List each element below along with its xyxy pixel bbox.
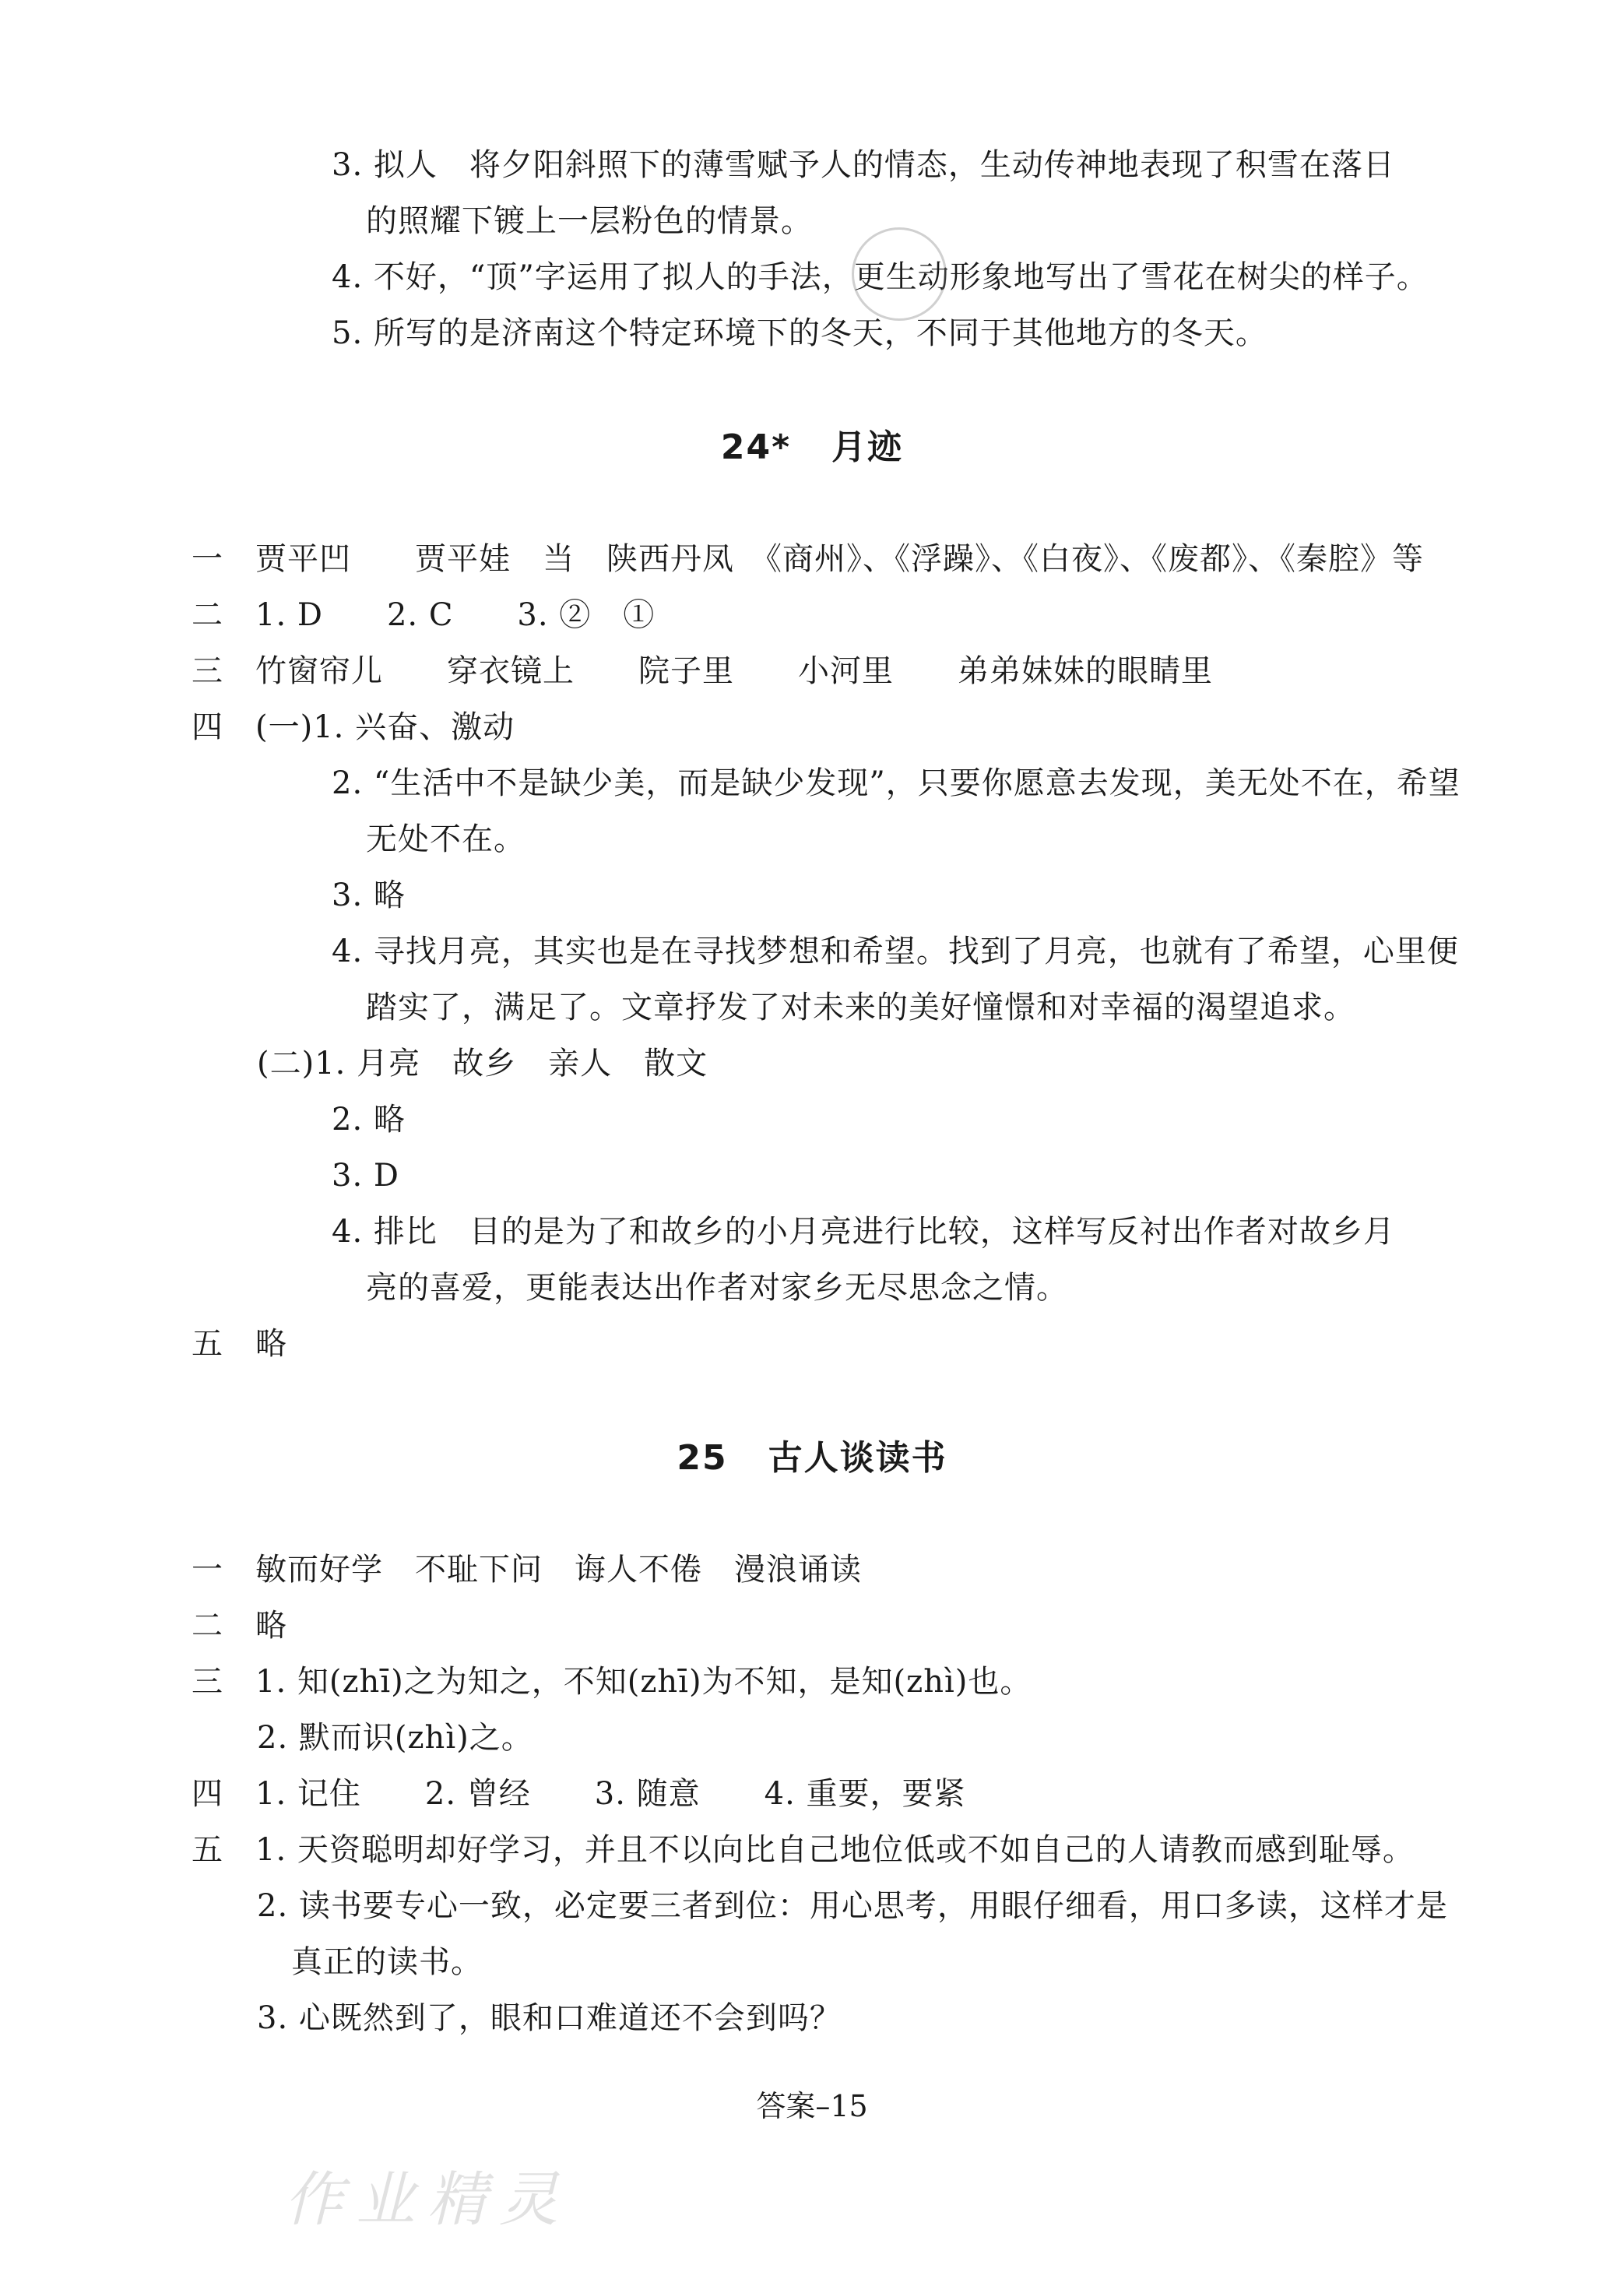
s25-part-1: 一 敏而好学 不耻下问 诲人不倦 漫浪诵读 bbox=[192, 1552, 862, 1588]
watermark-seal bbox=[852, 227, 947, 321]
s25-part-5-3: 3. 心既然到了，眼和口难道还不会到吗？ bbox=[257, 2000, 842, 2036]
answer-3-line1: 3. 拟人 将夕阳斜照下的薄雪赋予人的情态，生动传神地表现了积雪在落日 bbox=[332, 147, 1395, 183]
s24-part-4-2-line2: 无处不在。 bbox=[366, 821, 526, 857]
section-25-title: 古人谈读书 bbox=[768, 1438, 947, 1478]
answer-5: 5. 所写的是济南这个特定环境下的冬天，不同于其他地方的冬天。 bbox=[332, 315, 1267, 351]
s24-part-4b-1: (二)1. 月亮 故乡 亲人 散文 bbox=[257, 1046, 708, 1081]
s24-part-4b-2: 2. 略 bbox=[332, 1102, 406, 1138]
s24-part-5: 五 略 bbox=[192, 1326, 287, 1362]
s25-part-3-1: 三 1. 知(zhī)之为知之，不知(zhī)为不知，是知(zhì)也。 bbox=[192, 1664, 1032, 1700]
section-24-number: 24* bbox=[720, 427, 792, 467]
s25-part-4: 四 1. 记住 2. 曾经 3. 随意 4. 重要，要紧 bbox=[192, 1776, 966, 1812]
s24-part-4-2-line1: 2. “生活中不是缺少美，而是缺少发现”，只要你愿意去发现，美无处不在，希望 bbox=[332, 765, 1461, 801]
page-number: 答案–15 bbox=[756, 2089, 868, 2123]
s24-part-4-4-line1: 4. 寻找月亮，其实也是在寻找梦想和希望。找到了月亮，也就有了希望，心里便 bbox=[332, 934, 1459, 969]
answer-4: 4. 不好，“顶”字运用了拟人的手法，更生动形象地写出了雪花在树尖的样子。 bbox=[332, 259, 1429, 295]
s25-part-5-2-line2: 真正的读书。 bbox=[291, 1944, 483, 1980]
s25-part-2: 二 略 bbox=[192, 1608, 287, 1644]
s24-part-4-4-line2: 踏实了，满足了。文章抒发了对未来的美好憧憬和对幸福的渴望追求。 bbox=[366, 990, 1355, 1025]
watermark-text: 作业精灵 bbox=[284, 2165, 571, 2234]
section-24-heading bbox=[0, 427, 1624, 469]
s24-part-4b-4-line2: 亮的喜爱，更能表达出作者对家乡无尽思念之情。 bbox=[366, 1270, 1068, 1306]
s24-part-3: 三 竹窗帘儿 穿衣镜上 院子里 小河里 弟弟妹妹的眼睛里 bbox=[192, 653, 1213, 689]
s25-part-3-2: 2. 默而识(zhì)之。 bbox=[257, 1720, 533, 1756]
section-25-heading bbox=[0, 1437, 1624, 1479]
s24-part-1: 一 贾平凹 贾平娃 当 陕西丹凤 《商州》、《浮躁》、《白夜》、《废都》、《秦腔》等 bbox=[192, 541, 1424, 577]
section-25-number: 25 bbox=[677, 1438, 728, 1478]
section-24-title: 月迹 bbox=[831, 427, 904, 467]
s24-part-4-1: 四 (一)1. 兴奋、激动 bbox=[192, 709, 515, 745]
s25-part-5-1: 五 1. 天资聪明却好学习，并且不以向比自己地位低或不如自己的人请教而感到耻辱。 bbox=[192, 1832, 1415, 1868]
s24-part-2: 二 1. D 2. C 3. ② ① bbox=[192, 597, 656, 633]
answer-3-line2: 的照耀下镀上一层粉色的情景。 bbox=[366, 203, 813, 239]
s24-part-4-3: 3. 略 bbox=[332, 877, 406, 913]
s24-part-4b-4-line1: 4. 排比 目的是为了和故乡的小月亮进行比较，这样写反衬出作者对故乡月 bbox=[332, 1214, 1395, 1250]
s25-part-5-2-line1: 2. 读书要专心一致，必定要三者到位：用心思考，用眼仔细看，用口多读，这样才是 bbox=[257, 1888, 1448, 1924]
s24-part-4b-3: 3. D bbox=[332, 1158, 399, 1194]
